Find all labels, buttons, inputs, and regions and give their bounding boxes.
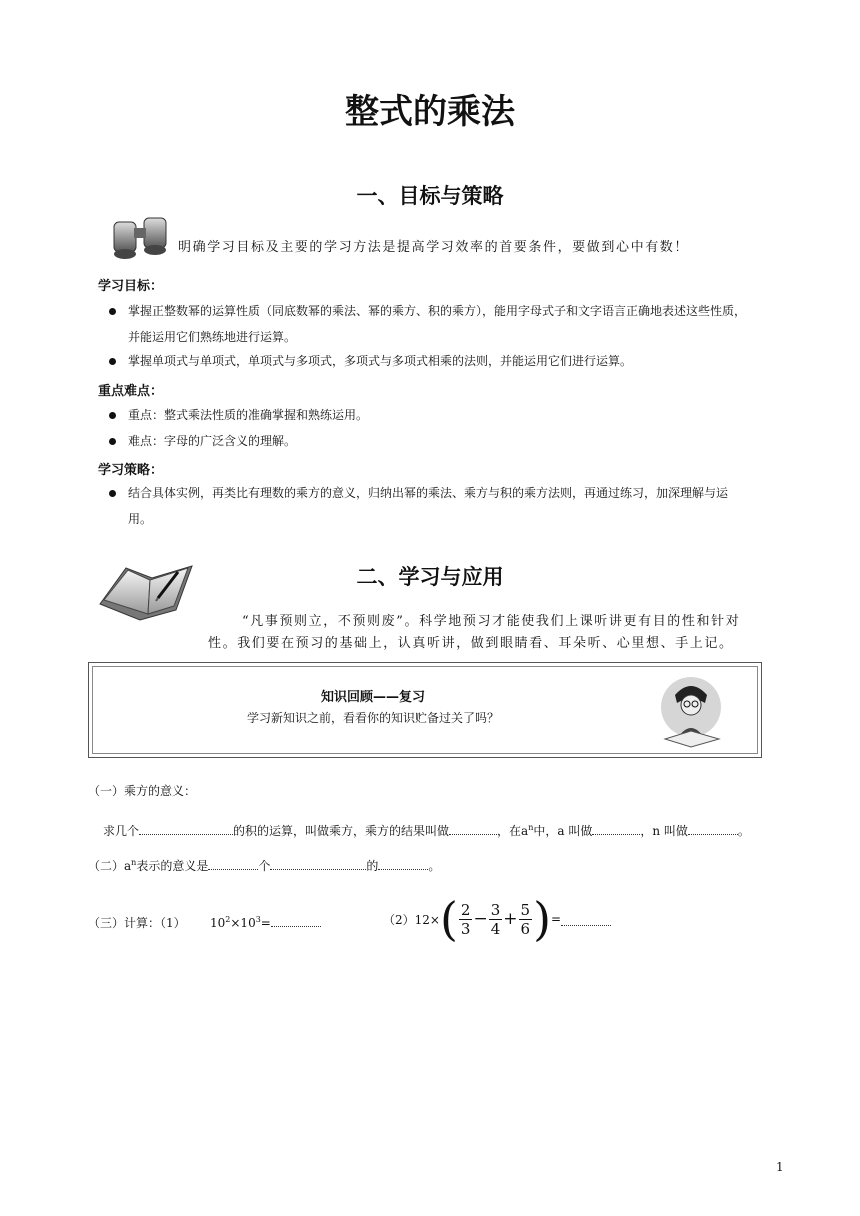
fraction-denominator: 4	[490, 919, 501, 938]
section-heading-learning: 二、学习与应用	[356, 565, 504, 589]
strategy-item-continued: 用。	[128, 512, 153, 526]
fraction-numerator: 2	[460, 900, 471, 919]
goal-item: 掌握单项式与单项式，单项式与多项式，多项式与多项式相乘的法则，并能运用它们进行运算。	[128, 354, 633, 368]
bullet-icon	[109, 438, 116, 445]
q1-blank-1[interactable]	[139, 822, 233, 835]
bullet-icon	[109, 308, 116, 315]
strategy-label: 学习策略：	[98, 463, 164, 478]
q2-text: 表示的意义是	[136, 859, 209, 873]
review-box	[88, 662, 762, 758]
q2-blank-3[interactable]	[378, 857, 428, 870]
q2-text: （二）	[88, 859, 125, 873]
q3-equals: =	[260, 916, 271, 930]
page-title: 整式的乘法	[345, 92, 515, 132]
review-title: 知识回顾——复习	[320, 690, 425, 705]
key-point-item: 难点：字母的广泛含义的理解。	[128, 434, 297, 448]
plus-sign: +	[503, 909, 518, 929]
q3-expression-1	[210, 914, 321, 930]
section2-intro-line1: “凡事预则立，不预则废”。科学地预习才能使我们上课听讲更有目的性和针对	[242, 614, 741, 629]
q1-blank-2[interactable]	[449, 822, 497, 835]
q3-label: （三）计算：（1）	[88, 916, 186, 930]
student-reading-icon	[655, 673, 727, 749]
q1-exponent: n	[528, 823, 534, 832]
goal-item-continued: 并能运用它们熟练地进行运算。	[128, 330, 297, 344]
q1-base: a	[521, 824, 529, 838]
q3-blank-1[interactable]	[271, 914, 321, 927]
q2-exponent: n	[131, 858, 137, 867]
fraction-denominator: 3	[460, 919, 471, 938]
q3-expr-term: ×10	[230, 916, 256, 930]
q2-text: 。	[428, 859, 441, 873]
review-subtitle: 学习新知识之前，看看你的知识贮备过关了吗？	[246, 711, 499, 725]
bullet-icon	[109, 358, 116, 365]
key-point-item: 重点：整式乘法性质的准确掌握和熟练运用。	[128, 408, 369, 422]
fraction-numerator: 5	[520, 900, 531, 919]
q1-blank-3[interactable]	[592, 822, 640, 835]
q1-text: 求几个	[103, 824, 140, 838]
left-paren: (	[439, 892, 458, 946]
q3-blank-2[interactable]	[561, 913, 611, 926]
q2-line	[88, 857, 440, 874]
q3-equals: =	[551, 912, 562, 926]
q2-base: a	[124, 859, 132, 873]
q1-line	[103, 822, 750, 839]
key-points-label: 重点难点：	[98, 384, 164, 399]
bullet-icon	[109, 490, 116, 497]
fraction	[489, 901, 503, 938]
binoculars-icon	[110, 212, 172, 262]
q3-expr-term: 10	[210, 916, 226, 930]
q3-part2-label: （2）12×	[383, 912, 440, 927]
goals-label: 学习目标：	[98, 279, 164, 294]
q1-text: 。	[737, 824, 750, 838]
q1-text: 中，a 叫做	[533, 824, 593, 838]
q3-exponent: 2	[225, 915, 231, 924]
q3-expression-2	[383, 894, 611, 944]
q2-blank-1[interactable]	[208, 857, 258, 870]
q1-text: 的积的运算，叫做乘方，乘方的结果叫做	[233, 824, 450, 838]
strategy-item: 结合具体实例，再类比有理数的乘方的意义，归纳出幂的乘法、乘方与积的乘方法则，再通过练习，加深理解与运	[128, 486, 729, 500]
fraction	[519, 901, 533, 938]
goal-item: 掌握正整数幂的运算性质（同底数幂的乘法、幂的乘方、积的乘方），能用字母式子和文字语言正确地表述这些性质，	[128, 304, 747, 318]
section2-intro-line2: 性。我们要在预习的基础上，认真听讲，做到眼睛看、耳朵听、心里想、手上记。	[208, 636, 734, 651]
q1-blank-4[interactable]	[688, 822, 738, 835]
fraction-numerator: 3	[490, 900, 501, 919]
q1-text: ，在	[497, 824, 522, 838]
section-heading-goals: 一、目标与策略	[356, 184, 504, 208]
page-number: 1	[776, 1160, 784, 1174]
q2-text: 的	[366, 859, 379, 873]
q1-text: ，n 叫做	[640, 824, 688, 838]
minus-sign: −	[473, 909, 488, 929]
right-paren: )	[533, 892, 552, 946]
bullet-icon	[109, 412, 116, 419]
q2-blank-2[interactable]	[270, 857, 366, 870]
q3-exponent: 3	[255, 915, 261, 924]
q2-text: 个	[258, 859, 271, 873]
section1-intro: 明确学习目标及主要的学习方法是提高学习效率的首要条件，要做到心中有数！	[178, 240, 690, 255]
fraction-denominator: 6	[520, 919, 531, 938]
q1-label: （一）乘方的意义：	[88, 784, 197, 798]
fraction	[459, 901, 473, 938]
q3-line-part1	[88, 914, 186, 931]
